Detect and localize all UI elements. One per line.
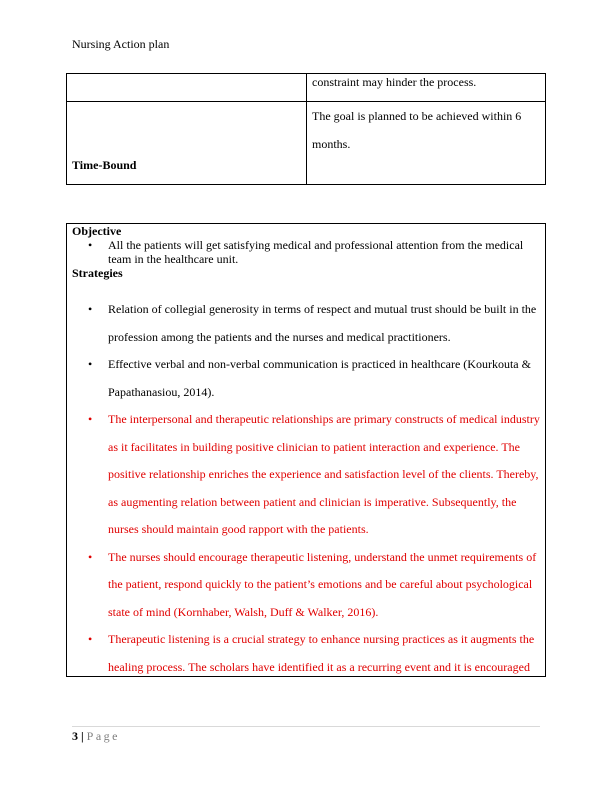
time-bound-label: Time-Bound — [72, 158, 137, 172]
bullet-icon: • — [88, 549, 93, 564]
strategies-heading: Strategies — [72, 266, 123, 280]
table-cell — [67, 74, 307, 102]
time-bound-text: The goal is planned to be achieved within 6 months. — [312, 109, 522, 151]
objective-text: All the patients will get satisfying medical and professional attention from the medical team in the healthcare unit. — [108, 238, 524, 266]
page-number: 3 — [72, 729, 78, 743]
objective-strategies-box — [66, 223, 546, 677]
table-cell — [307, 74, 546, 102]
page-header: Nursing Action plan — [72, 37, 170, 51]
table-row — [67, 102, 546, 185]
footer-divider — [72, 726, 540, 727]
strategies-list — [88, 296, 544, 677]
time-bound-table — [66, 73, 546, 185]
table-cell — [307, 102, 546, 185]
page-label: Page — [86, 729, 120, 743]
list-item: • Relation of collegial generosity in terms of respect and mutual trust should be built in the profession among the patients and the nurses and medical practitioners. — [88, 296, 544, 351]
list-item: • The interpersonal and therapeutic relationships are primary constructs of medical industry as it facilitates in building positive clinician to patient interaction and experience. The positive relationship enriches the experience and satisfaction level of the clients. Thereby, as augmenting relation between patient and clinician is imperative. Subsequently, the nurses should maintain good rapport with the patients. — [88, 406, 544, 544]
bullet-icon: • — [88, 412, 93, 426]
table-cell — [67, 102, 307, 185]
bullet-icon: • — [88, 302, 93, 316]
objective-heading: Objective — [72, 224, 122, 238]
page-footer — [72, 729, 120, 744]
list-item: • Effective verbal and non-verbal communication is practiced in healthcare (Kourkouta & Papathanasiou, 2014). — [88, 351, 544, 406]
list-item: • The nurses should encourage therapeutic listening, understand the unmet requirements of the patient, respond quickly to the patient’s emotions and be careful about psychological state of mind (Kornhaber, Walsh, Duff & Walker, 2016). — [88, 544, 544, 627]
bullet-icon: • — [88, 632, 93, 646]
list-item: • Therapeutic listening is a crucial strategy to enhance nursing practices as it augments the healing process. The scholars have identified it as a recurring event and it is encouraged — [88, 626, 544, 677]
bullet-icon: • — [88, 357, 93, 371]
footer-separator: | — [78, 729, 87, 743]
bullet-icon: • — [88, 238, 93, 252]
table-row — [67, 74, 546, 102]
cell-text: constraint may hinder the process. — [312, 75, 477, 89]
